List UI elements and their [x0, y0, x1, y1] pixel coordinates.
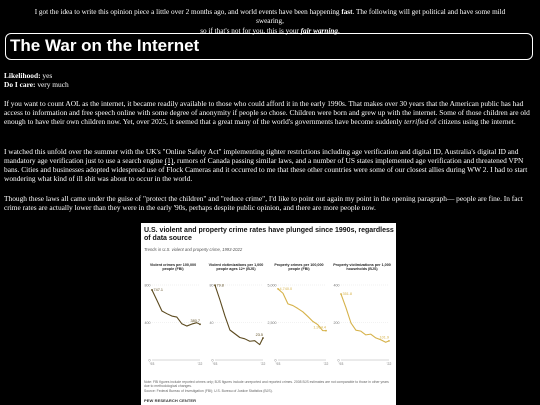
panel-4-ytick-label: 400 [333, 283, 340, 288]
panel-3-series-line [278, 289, 326, 331]
panel-3-end-point [325, 330, 327, 332]
panel-3-end-label: 1,954.4 [313, 325, 326, 330]
intro-line2-end: . [337, 26, 340, 35]
crime-chart-figure [141, 223, 396, 405]
panel-4-end-point [388, 340, 390, 342]
panel-2-end-label: 23.5 [255, 332, 263, 337]
panel-1-xtick-label: '22 [197, 362, 203, 366]
panel-2-xtick-label: '22 [260, 362, 266, 366]
intro-emphasis-fast: fast [341, 8, 353, 16]
panel-4-ytick-label: 200 [333, 320, 340, 325]
intro-line1-end: . The following will get political and have some mild swearing, [256, 8, 506, 26]
paragraph-2-text-a: I watched this unfold over the summer with the UK's "Online Safety Act" implementing tighter restrictions including age verification and digital ID, Australia's digital ID and mandatory age verification just to use a search engine [4, 147, 519, 166]
paragraph-2-text-b: , rumors of Canada passing similar laws, and a number of US states implemented age verification and threatened VPN bans. Cities and businesses adopted widespread use of Flock Cameras and it occurred to me that these other countries were some of our closest allies during WW 2. I had to start wondering what kind of ill shit was about to occur in the world. [4, 156, 528, 184]
panel-1-ytick-label: 400 [144, 320, 151, 325]
panel-title-2: Violent victimizations per 1,000 people ages 12+ (BJS) [208, 263, 264, 272]
intro-note [30, 8, 510, 36]
intro-line2: so if that's not for you, this is your [200, 26, 299, 35]
panel-title-4: Property victimizations per 1,000 households (BJS) [333, 263, 391, 272]
chart-notes [144, 380, 394, 393]
paragraph-1-text-b: of citizens using the internet. [428, 117, 516, 127]
panel-title-1: Violent crimes per 100,000 people (FBI) [149, 263, 197, 272]
panel-2-end-point [262, 337, 264, 339]
panel-4-start-label: 351.8 [342, 292, 353, 297]
post-meta [4, 71, 524, 89]
footnote-link-1[interactable]: (1) [164, 156, 174, 166]
panel-2-ytick-label: 40 [209, 320, 214, 325]
panel-2-start-label: 79.8 [216, 283, 224, 288]
panel-1-xtick-label: '93 [149, 362, 155, 366]
page-title-box [5, 33, 533, 60]
chart-source: PEW RESEARCH CENTER [144, 398, 197, 403]
panel-3-start-label: 4,740.0 [279, 287, 293, 292]
likelihood-label: Likelihood: [4, 71, 41, 80]
panel-4-xtick-label: '22 [386, 362, 392, 366]
panel-2-xtick-label: '93 [212, 362, 218, 366]
panel-3-xtick-label: '93 [275, 362, 281, 366]
care-value: very much [35, 80, 69, 90]
chart-title: U.S. violent and property crime rates have plunged since 1990s, regardless of data source [144, 227, 394, 243]
paragraph-1-emphasis: terrified [404, 117, 429, 127]
panel-1-ytick-label: 0 [148, 358, 151, 363]
paragraph-1-text-a: If you want to count AOL as the internet, it became readily available to those who could afford it in the early 1990s. That makes over 30 years that the American public has had access to information and free speech online with some degree of anonymity if people so chose. Children were born and grew up with the internet. Some of those children are old enough to have their own children now. Yet, over 2025, it seemed that a great many of the world's governments have become suddenly [4, 99, 530, 127]
paragraph-3: Though these laws all came under the guise of "protect the children" and "reduce crime", I'd like to point out again my point in the opening paragraph— people are fine. In fact crime rates are actually lower than they were in the early '90s, perhaps despite public opinion, and there are more people now. [4, 194, 523, 213]
panel-4-ytick-label: 0 [337, 358, 340, 363]
paragraph-2 [4, 147, 531, 183]
chart-subtitle: Trends in U.S. violent and property crime, 1993-2022 [144, 247, 243, 252]
page-title: The War on the Internet [10, 36, 200, 55]
panel-4-end-label: 101.9 [379, 335, 389, 340]
panel-3-ytick-label: 5,000 [267, 283, 277, 288]
panel-1-start-label: 747.1 [153, 288, 164, 293]
panel-3-ytick-label: 2,500 [267, 320, 277, 325]
likelihood-value: yes [40, 71, 53, 80]
intro-line1: I got the idea to write this opinion piece a little over 2 months ago, and world events have been happening [34, 8, 340, 16]
panel-2-ytick-label: 0 [211, 358, 214, 363]
paragraph-1 [4, 99, 531, 126]
panel-2-ytick-label: 80 [209, 283, 214, 288]
chart-source-note: Source: Federal Bureau of Investigation (FBI); U.S. Bureau of Justice Statistics (BJS). [144, 388, 273, 393]
panel-1-end-point [199, 323, 201, 325]
panel-title-3: Property crimes per 100,000 people (FBI) [274, 263, 324, 272]
panel-3-xtick-label: '22 [323, 362, 329, 366]
intro-emphasis-warning: fair warning [300, 26, 338, 35]
panel-1-ytick-label: 800 [144, 283, 151, 288]
panel-4-xtick-label: '93 [338, 362, 344, 366]
care-label: Do I care: [4, 80, 36, 90]
panel-3-ytick-label: 0 [274, 358, 277, 363]
chart-note: Note: FBI figures include reported crimes only; BJS figures include unreported and reported crimes. 2008 BJS estimates are not comparable to those in other years due to methodological changes. [144, 380, 389, 389]
crime-line-charts [141, 223, 396, 405]
panel-1-end-label: 380.7 [190, 319, 200, 324]
